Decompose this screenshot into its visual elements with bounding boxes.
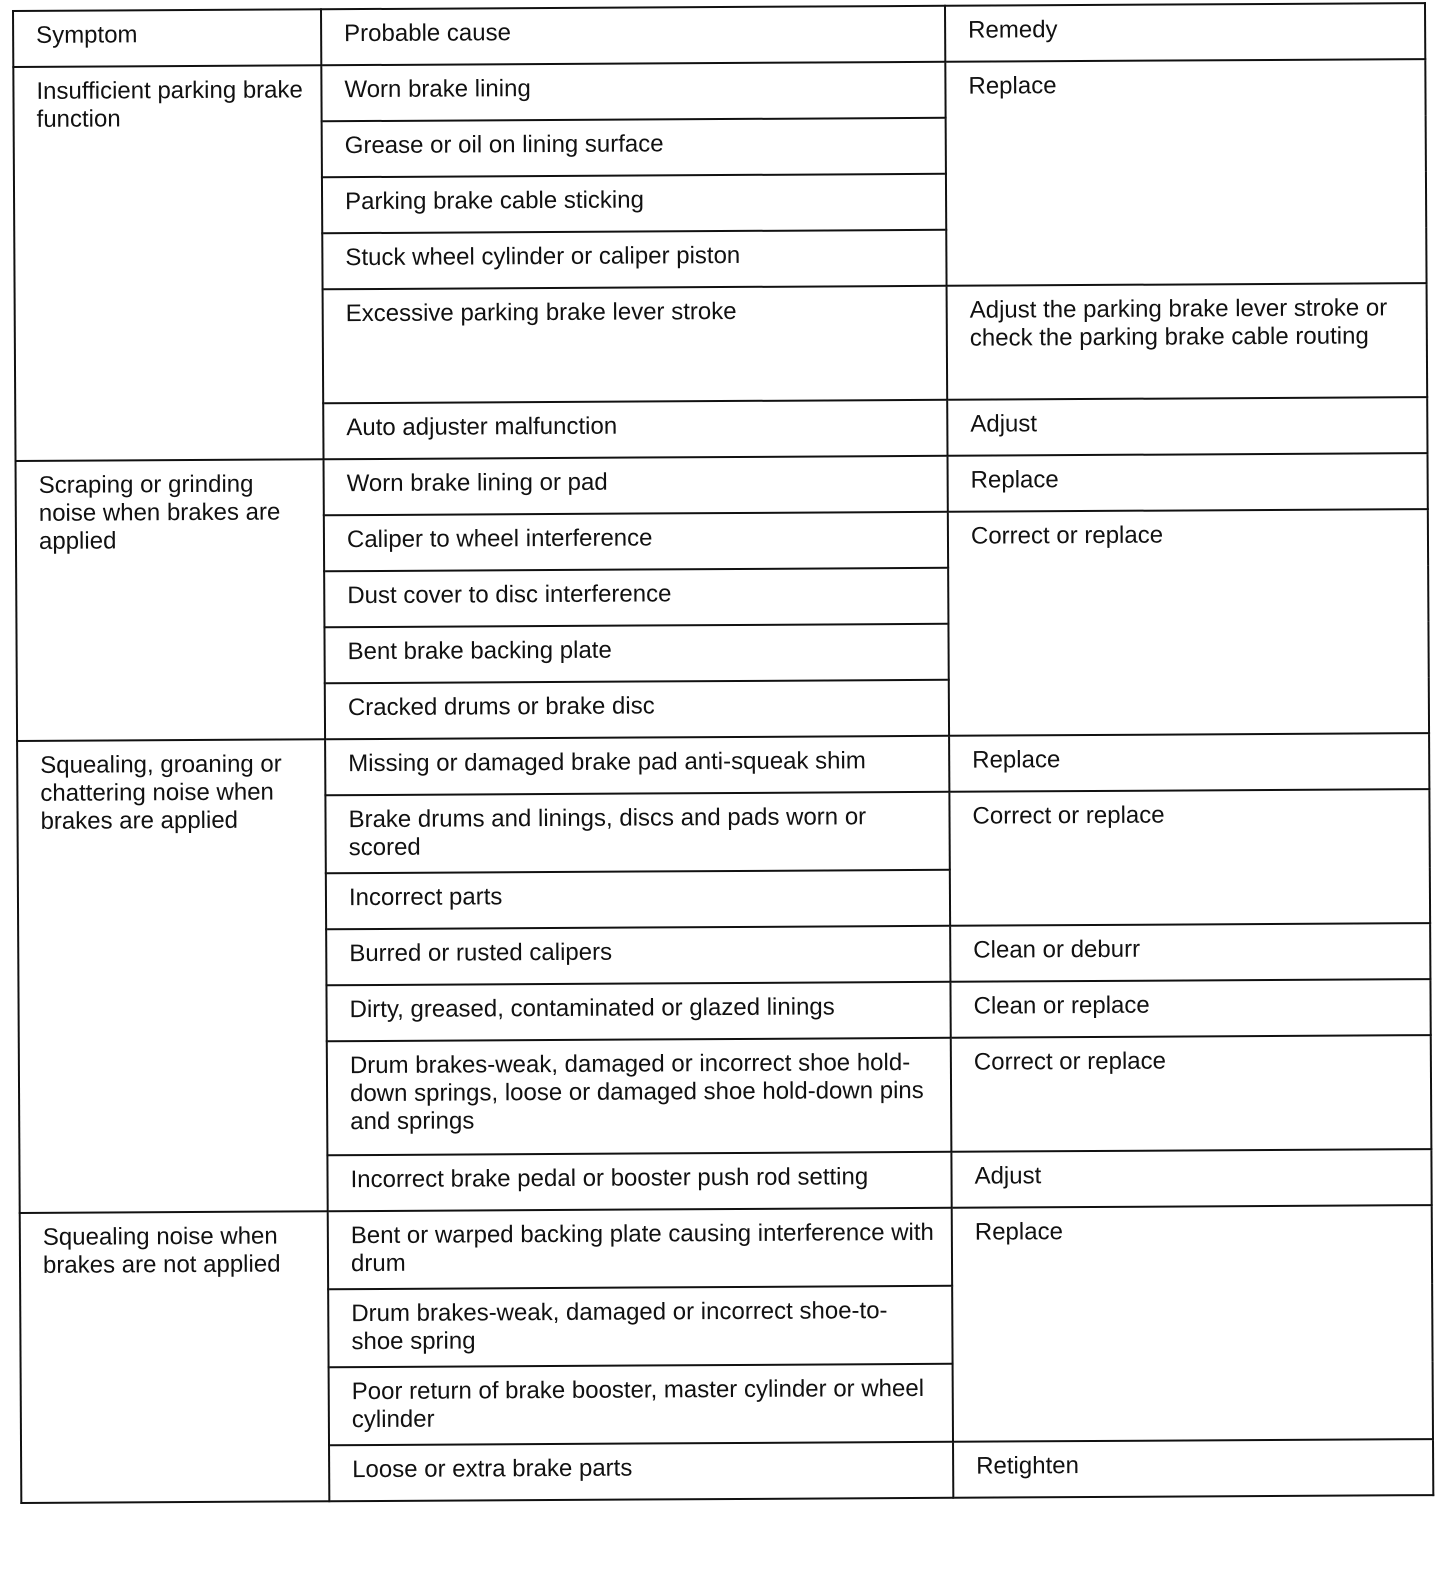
remedy-cell: Replace bbox=[948, 453, 1428, 512]
remedy-cell: Adjust bbox=[947, 397, 1427, 456]
cause-cell: Drum brakes-weak, damaged or incorrect shoe-to-shoe spring bbox=[328, 1286, 952, 1367]
header-remedy: Remedy bbox=[945, 3, 1425, 62]
remedy-cell: Replace bbox=[949, 733, 1429, 792]
table-row bbox=[13, 59, 1425, 123]
remedy-cell: Adjust bbox=[951, 1149, 1431, 1208]
header-symptom: Symptom bbox=[13, 9, 321, 67]
cause-cell: Bent brake backing plate bbox=[324, 624, 948, 683]
cause-cell: Auto adjuster malfunction bbox=[323, 400, 947, 459]
table-row bbox=[17, 733, 1429, 797]
remedy-cell: Adjust the parking brake lever stroke or check the parking brake cable routing bbox=[947, 283, 1428, 400]
cause-cell: Stuck wheel cylinder or caliper piston bbox=[322, 230, 946, 289]
cause-cell: Drum brakes-weak, damaged or incorrect shoe hold-down springs, loose or damaged shoe hold-down pins and springs bbox=[327, 1038, 952, 1155]
symptom-cell: Insufficient parking brake function bbox=[13, 65, 323, 461]
cause-cell: Missing or damaged brake pad anti-squeak shim bbox=[325, 736, 949, 795]
cause-cell: Incorrect brake pedal or booster push rod setting bbox=[327, 1152, 951, 1211]
remedy-cell: Clean or replace bbox=[950, 979, 1430, 1038]
remedy-cell: Clean or deburr bbox=[950, 923, 1430, 982]
cause-cell: Burred or rusted calipers bbox=[326, 926, 950, 985]
cause-cell: Excessive parking brake lever stroke bbox=[323, 286, 948, 403]
symptom-cell: Squealing noise when brakes are not applied bbox=[20, 1211, 330, 1503]
remedy-cell: Correct or replace bbox=[949, 789, 1430, 926]
header-probable-cause: Probable cause bbox=[321, 6, 945, 65]
cause-cell: Caliper to wheel interference bbox=[324, 512, 948, 571]
remedy-cell: Correct or replace bbox=[951, 1035, 1432, 1152]
cause-cell: Brake drums and linings, discs and pads worn or scored bbox=[325, 792, 949, 873]
cause-cell: Cracked drums or brake disc bbox=[325, 680, 949, 739]
cause-cell: Bent or warped backing plate causing interference with drum bbox=[328, 1208, 952, 1289]
symptom-cell: Squealing, groaning or chattering noise when brakes are applied bbox=[17, 739, 328, 1213]
cause-cell: Incorrect parts bbox=[326, 870, 950, 929]
cause-cell: Loose or extra brake parts bbox=[329, 1442, 953, 1501]
remedy-cell: Replace bbox=[952, 1205, 1433, 1442]
troubleshooting-table bbox=[12, 2, 1434, 1504]
cause-cell: Worn brake lining or pad bbox=[324, 456, 948, 515]
remedy-cell: Correct or replace bbox=[948, 509, 1429, 736]
cause-cell: Poor return of brake booster, master cylinder or wheel cylinder bbox=[329, 1364, 953, 1445]
cause-cell: Dirty, greased, contaminated or glazed linings bbox=[326, 982, 950, 1041]
cause-cell: Worn brake lining bbox=[321, 62, 945, 121]
table-row bbox=[16, 453, 1428, 517]
remedy-cell: Replace bbox=[945, 59, 1426, 286]
cause-cell: Dust cover to disc interference bbox=[324, 568, 948, 627]
cause-cell: Grease or oil on lining surface bbox=[322, 118, 946, 177]
remedy-cell: Retighten bbox=[953, 1439, 1433, 1498]
table-row bbox=[20, 1205, 1432, 1291]
symptom-cell: Scraping or grinding noise when brakes are applied bbox=[16, 459, 326, 741]
header-row bbox=[13, 3, 1425, 67]
cause-cell: Parking brake cable sticking bbox=[322, 174, 946, 233]
